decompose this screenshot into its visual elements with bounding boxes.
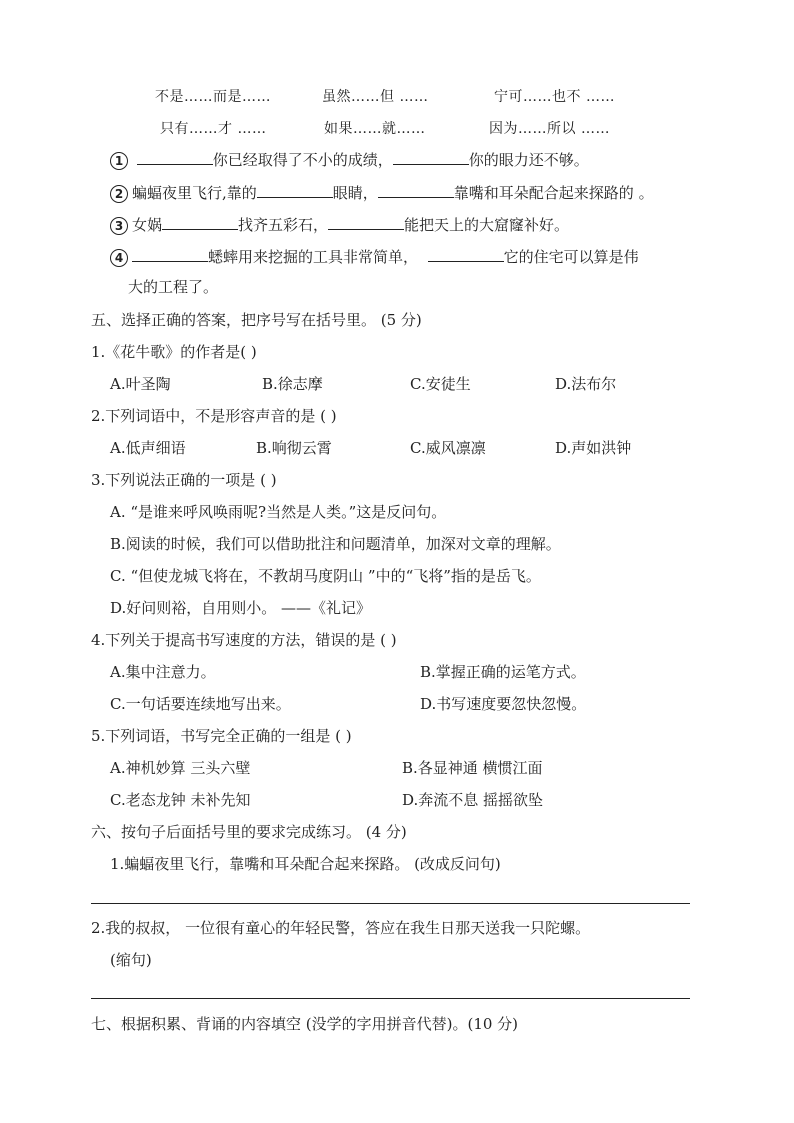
question-text: 女娲 bbox=[132, 216, 163, 234]
fill-question-4 bbox=[110, 245, 639, 267]
circled-number: 4 bbox=[110, 249, 128, 267]
option-b[interactable]: B.徐志摩 bbox=[262, 375, 323, 393]
option-c[interactable]: C.威风凛凛 bbox=[410, 439, 486, 457]
option-a[interactable]: A.叶圣陶 bbox=[110, 375, 171, 393]
question-stem: 5.下列词语，书写完全正确的一组是 ( ) bbox=[91, 727, 352, 745]
option-a[interactable]: A.低声细语 bbox=[110, 439, 186, 457]
section-title: 五、选择正确的答案，把序号写在括号里。 (5 分) bbox=[91, 311, 422, 329]
question-text: 你已经取得了不小的成绩， bbox=[212, 151, 393, 169]
option-c[interactable]: C.一句话要连续地写出来。 bbox=[110, 695, 291, 713]
fill-question-2 bbox=[110, 181, 654, 203]
question-text: 找齐五彩石， bbox=[238, 216, 329, 234]
option-b[interactable]: B.响彻云霄 bbox=[256, 439, 332, 457]
fill-question-1 bbox=[110, 148, 589, 170]
option-c[interactable]: C.老态龙钟 未补先知 bbox=[110, 791, 251, 809]
question-text: 它的住宅可以算是伟 bbox=[503, 248, 639, 266]
circled-number: 1 bbox=[110, 152, 128, 170]
option-a[interactable]: A.神机妙算 三头六壁 bbox=[110, 759, 251, 777]
option-b[interactable]: B.掌握正确的运笔方式。 bbox=[420, 663, 586, 681]
conjunction-pair: 宁可……也不 …… bbox=[494, 89, 615, 105]
question-text: 能把天上的大窟窿补好。 bbox=[404, 216, 570, 234]
conjunction-pair: 因为……所以 …… bbox=[489, 121, 610, 137]
answer-blank[interactable] bbox=[132, 245, 208, 262]
answer-line[interactable] bbox=[91, 903, 690, 904]
answer-blank[interactable] bbox=[378, 181, 454, 198]
option-d[interactable]: D.奔流不息 摇摇欲坠 bbox=[402, 791, 544, 809]
conjunction-pair: 只有……才 …… bbox=[160, 121, 267, 137]
option-b[interactable]: B.各显神通 横惯江面 bbox=[402, 759, 543, 777]
conjunction-pair: 不是……而是…… bbox=[155, 89, 271, 105]
fill-question-3 bbox=[110, 213, 569, 235]
question-text: 靠嘴和耳朵配合起来探路的 。 bbox=[453, 184, 654, 202]
question-text: 1.蝙蝠夜里飞行，靠嘴和耳朵配合起来探路。 (改成反问句) bbox=[110, 855, 501, 873]
circled-number: 3 bbox=[110, 217, 128, 235]
conjunction-pair: 虽然……但 …… bbox=[322, 89, 429, 105]
question-stem: 2.下列词语中，不是形容声音的是 ( ) bbox=[91, 407, 337, 425]
question-stem: 3.下列说法正确的一项是 ( ) bbox=[91, 471, 277, 489]
option-d[interactable]: D.好问则裕，自用则小。 ——《礼记》 bbox=[110, 599, 372, 617]
question-text: 2.我的叔叔， 一位很有童心的年轻民警，答应在我生日那天送我一只陀螺。 bbox=[91, 919, 591, 937]
section-title: 六、按句子后面括号里的要求完成练习。 (4 分) bbox=[91, 823, 407, 841]
answer-line[interactable] bbox=[91, 998, 690, 999]
question-text: 你的眼力还不够。 bbox=[468, 151, 589, 169]
question-stem: 1.《花牛歌》的作者是( ) bbox=[91, 343, 257, 361]
section-title: 七、根据积累、背诵的内容填空 (没学的字用拼音代替)。(10 分) bbox=[91, 1015, 519, 1033]
question-text: 眼睛， bbox=[332, 184, 378, 202]
answer-blank[interactable] bbox=[328, 213, 404, 230]
option-a[interactable]: A. “是谁来呼风唤雨呢?当然是人类。”这是反问句。 bbox=[110, 503, 447, 521]
option-c[interactable]: C.安徒生 bbox=[410, 375, 471, 393]
option-d[interactable]: D.声如洪钟 bbox=[555, 439, 632, 457]
answer-blank[interactable] bbox=[428, 245, 504, 262]
option-b[interactable]: B.阅读的时候，我们可以借助批注和问题清单，加深对文章的理解。 bbox=[110, 535, 561, 553]
option-d[interactable]: D.书写速度要忽快忽慢。 bbox=[420, 695, 587, 713]
answer-blank[interactable] bbox=[257, 181, 333, 198]
conjunction-pair: 如果……就…… bbox=[324, 121, 426, 137]
option-c[interactable]: C. “但使龙城飞将在，不教胡马度阴山 ”中的“飞将”指的是岳飞。 bbox=[110, 567, 541, 585]
option-a[interactable]: A.集中注意力。 bbox=[110, 663, 216, 681]
answer-blank[interactable] bbox=[393, 148, 469, 165]
question-stem: 4.下列关于提高书写速度的方法，错误的是 ( ) bbox=[91, 631, 397, 649]
question-text: 大的工程了。 bbox=[128, 278, 219, 296]
question-text: 蝙蝠夜里飞行,靠的 bbox=[132, 184, 257, 202]
answer-blank[interactable] bbox=[162, 213, 238, 230]
option-d[interactable]: D.法布尔 bbox=[555, 375, 617, 393]
circled-number: 2 bbox=[110, 185, 128, 203]
answer-blank[interactable] bbox=[137, 148, 213, 165]
question-text: (缩句) bbox=[110, 951, 152, 969]
question-text: 蟋蟀用来挖掘的工具非常简单， bbox=[208, 248, 419, 266]
